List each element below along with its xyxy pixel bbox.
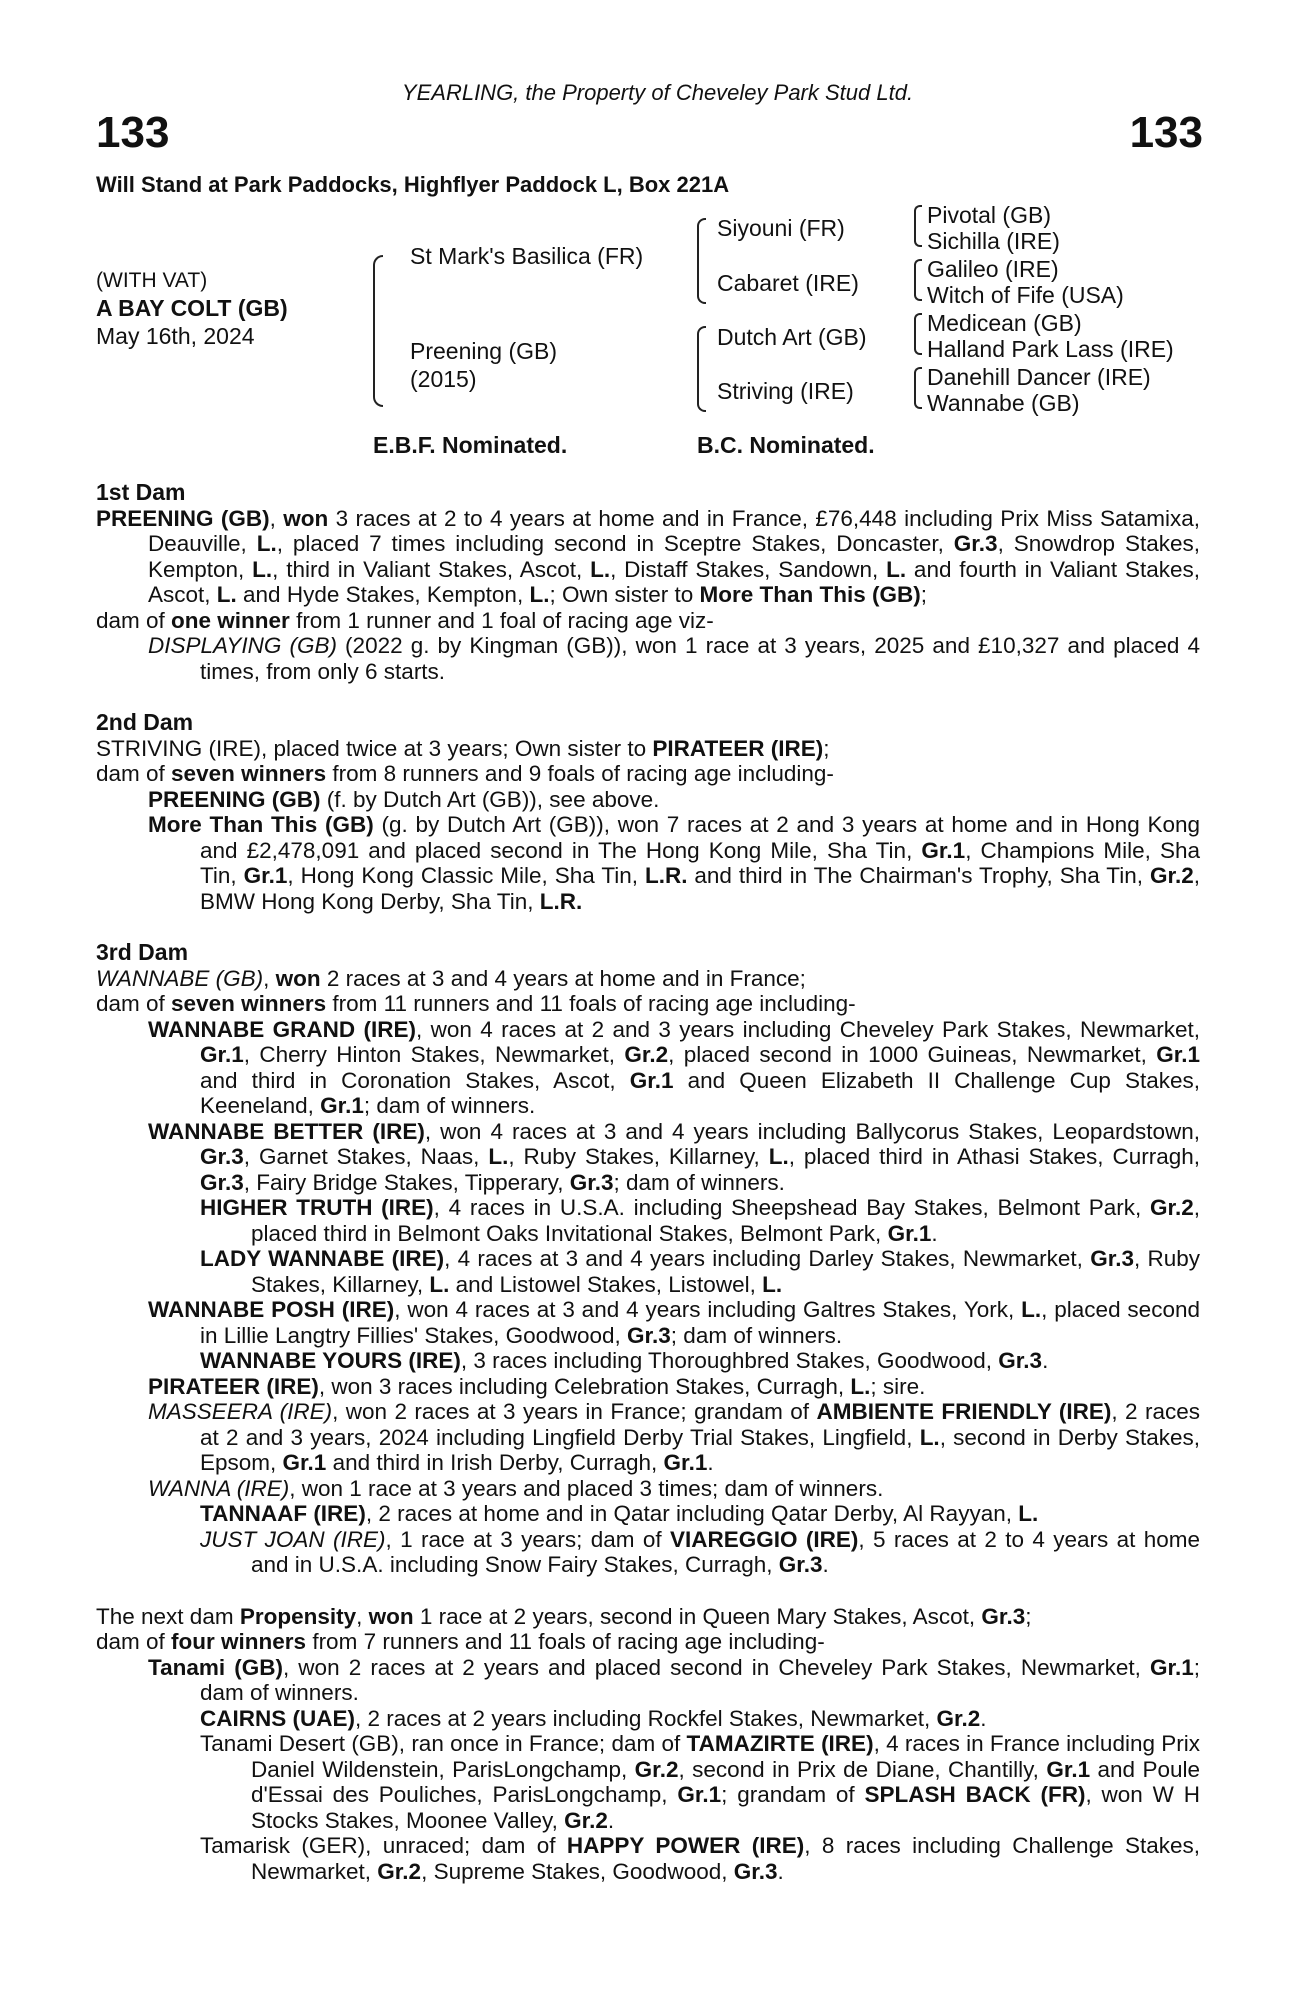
next-dam-grandfoal-2: Tanami Desert (GB), ran once in France; dam of TAMAZIRTE (IRE), 4 races in France including Prix Daniel Wildenstein, ParisLongchamp, Gr.2, second in Prix de Diane, Chantilly, Gr.1 and Poule d'Essai des Pouliches, ParisLongchamp, Gr.1; grandam of SPLASH BACK (FR), won W H Stocks Stakes, Moonee Valley, Gr.2. <box>200 1731 1200 1833</box>
first-dam-heading: 1st Dam <box>96 479 186 505</box>
third-dam-heading: 3rd Dam <box>96 939 189 965</box>
brace-main <box>373 255 383 407</box>
pedigree-dds: Danehill Dancer (IRE) <box>927 364 1151 390</box>
second-dam-heading: 2nd Dam <box>96 709 194 735</box>
third-dam-foal-5: MASSEERA (IRE), won 2 races at 3 years in France; grandam of AMBIENTE FRIENDLY (IRE), 2 races at 2 and 3 years, 2024 including Lingfield Derby Trial Stakes, Lingfield, L., second in Derby Stakes, Epsom, Gr.1 and third in Irish Derby, Curragh, Gr.1. <box>148 1399 1200 1475</box>
bc-nomination: B.C. Nominated. <box>697 432 875 458</box>
first-dam-produce: dam of one winner from 1 runner and 1 foal of racing age viz- <box>96 607 714 633</box>
catalogue-notes <box>96 480 1200 1884</box>
second-dam-foal-2: More Than This (GB) (g. by Dutch Art (GB)), won 7 races at 2 and 3 years at home and in Hong Kong and £2,478,091 and placed second in The Hong Kong Mile, Sha Tin, Gr.1, Champions Mile, Sha Tin, Gr.1, Hong Kong Classic Mile, Sha Tin, L.R. and third in The Chairman's Trophy, Sha Tin, Gr.2, BMW Hong Kong Derby, Sha Tin, L.R. <box>148 812 1201 914</box>
second-dam-entry: STRIVING (IRE), placed twice at 3 years; Own sister to PIRATEER (IRE); <box>96 735 830 761</box>
brace-sire <box>697 218 706 304</box>
pedigree-sd: Cabaret (IRE) <box>717 270 859 296</box>
brace-ds <box>914 313 922 355</box>
third-dam-grandfoal-4: TANNAAF (IRE), 2 races at home and in Qatar including Qatar Derby, Al Rayyan, L. <box>200 1501 1039 1526</box>
page-subtitle: YEARLING, the Property of Cheveley Park Stud Ltd. <box>401 80 914 105</box>
pedigree-dd: Striving (IRE) <box>717 378 854 404</box>
next-dam-grandfoal-3: Tamarisk (GER), unraced; dam of HAPPY POWER (IRE), 8 races including Challenge Stakes, Newmarket, Gr.2, Supreme Stakes, Goodwood, Gr.3. <box>200 1833 1200 1884</box>
third-dam-foal-1: WANNABE GRAND (IRE), won 4 races at 2 and 3 years including Cheveley Park Stakes, Newmarket, Gr.1, Cherry Hinton Stakes, Newmarket, Gr.2, placed second in 1000 Guineas, Newmarket, Gr.1 and third in Coronation Stakes, Ascot, Gr.1 and Queen Elizabeth II Challenge Cup Stakes, Keeneland, Gr.1; dam of winners. <box>148 1016 1200 1118</box>
third-dam-entry: WANNABE (GB), won 2 races at 3 and 4 years at home and in France; <box>96 965 806 991</box>
brace-dd <box>914 367 922 409</box>
pedigree-ss: Siyouni (FR) <box>717 215 845 241</box>
next-dam-foal-1: Tanami (GB), won 2 races at 2 years and placed second in Cheveley Park Stakes, Newmarket, Gr.1; dam of winners. <box>148 1654 1200 1705</box>
third-dam-foal-2: WANNABE BETTER (IRE), won 4 races at 3 and 4 years including Ballycorus Stakes, Leopardstown, Gr.3, Garnet Stakes, Naas, L., Ruby Stakes, Killarney, L., placed third in Athasi Stakes, Curragh, Gr.3, Fairy Bridge Stakes, Tipperary, Gr.3; dam of winners. <box>148 1118 1200 1195</box>
brace-ss <box>914 205 922 247</box>
pedigree-dsd: Halland Park Lass (IRE) <box>927 336 1174 362</box>
pedigree-dam: Preening (GB) <box>410 338 558 364</box>
pedigree-ssd: Sichilla (IRE) <box>927 228 1060 254</box>
brace-sd <box>914 259 922 301</box>
brace-dam <box>697 326 706 412</box>
third-dam-produce: dam of seven winners from 11 runners and 11 foals of racing age including- <box>96 991 856 1016</box>
ebf-nomination: E.B.F. Nominated. <box>373 432 568 458</box>
lot-number-right: 133 <box>1129 108 1203 157</box>
third-dam-grandfoal-3: WANNABE YOURS (IRE), 3 races including Thoroughbred Stakes, Goodwood, Gr.3. <box>200 1348 1049 1373</box>
third-dam-foal-6: WANNA (IRE), won 1 race at 3 years and placed 3 times; dam of winners. <box>148 1475 884 1501</box>
pedigree-dam-year: (2015) <box>410 366 477 392</box>
pedigree-ds: Dutch Art (GB) <box>717 324 867 350</box>
pedigree-dss: Medicean (GB) <box>927 310 1082 336</box>
next-dam-entry: The next dam Propensity, won 1 race at 2 years, second in Queen Mary Stakes, Ascot, Gr.3; <box>96 1603 1032 1629</box>
pedigree-sdd: Witch of Fife (USA) <box>927 282 1124 308</box>
pedigree-sds: Galileo (IRE) <box>927 256 1059 282</box>
third-dam-grandfoal-2: LADY WANNABE (IRE), 4 races at 3 and 4 years including Darley Stakes, Newmarket, Gr.3, Ruby Stakes, Killarney, L. and Listowel Stakes, Listowel, L. <box>200 1246 1201 1297</box>
third-dam-grandfoal-1: HIGHER TRUTH (IRE), 4 races in U.S.A. including Sheepshead Bay Stakes, Belmont Park, Gr.2, placed third in Belmont Oaks Invitational Stakes, Belmont Park, Gr.1. <box>200 1195 1200 1246</box>
horse-name: A BAY COLT (GB) <box>96 295 288 321</box>
first-dam-entry: PREENING (GB), won 3 races at 2 to 4 years at home and in France, £76,448 including Prix Miss Satamixa, Deauville, L., placed 7 times including second in Sceptre Stakes, Doncaster, Gr.3, Snowdrop Stakes, Kempton, L., third in Valiant Stakes, Ascot, L., Distaff Stakes, Sandown, L. and fourth in Valiant Stakes, Ascot, L. and Hyde Stakes, Kempton, L.; Own sister to More Than This (GB); <box>96 505 1201 607</box>
vat-label: (WITH VAT) <box>96 269 208 292</box>
pedigree-sss: Pivotal (GB) <box>927 202 1051 228</box>
next-dam-produce: dam of four winners from 7 runners and 11 foals of racing age including- <box>96 1629 825 1654</box>
third-dam-foal-3: WANNABE POSH (IRE), won 4 races at 3 and 4 years including Galtres Stakes, York, L., placed second in Lillie Langtry Fillies' Stakes, Goodwood, Gr.3; dam of winners. <box>148 1297 1200 1348</box>
pedigree-sire: St Mark's Basilica (FR) <box>410 243 644 269</box>
horse-dob: May 16th, 2024 <box>96 323 255 349</box>
next-dam-grandfoal-1: CAIRNS (UAE), 2 races at 2 years including Rockfel Stakes, Newmarket, Gr.2. <box>200 1705 987 1731</box>
second-dam-foal-1: PREENING (GB) (f. by Dutch Art (GB)), see above. <box>148 786 660 812</box>
stand-location: Will Stand at Park Paddocks, Highflyer Paddock L, Box 221A <box>96 172 730 197</box>
lot-number-left: 133 <box>96 108 170 157</box>
first-dam-foal: DISPLAYING (GB) (2022 g. by Kingman (GB)), won 1 race at 3 years, 2025 and £10,327 and placed 4 times, from only 6 starts. <box>148 633 1200 684</box>
third-dam-grandfoal-5: JUST JOAN (IRE), 1 race at 3 years; dam of VIAREGGIO (IRE), 5 races at 2 to 4 years at home and in U.S.A. including Snow Fairy Stakes, Curragh, Gr.3. <box>200 1526 1200 1577</box>
pedigree-ddd: Wannabe (GB) <box>927 390 1080 416</box>
second-dam-produce: dam of seven winners from 8 runners and 9 foals of racing age including- <box>96 761 834 786</box>
third-dam-foal-4: PIRATEER (IRE), won 3 races including Celebration Stakes, Curragh, L.; sire. <box>148 1373 926 1399</box>
